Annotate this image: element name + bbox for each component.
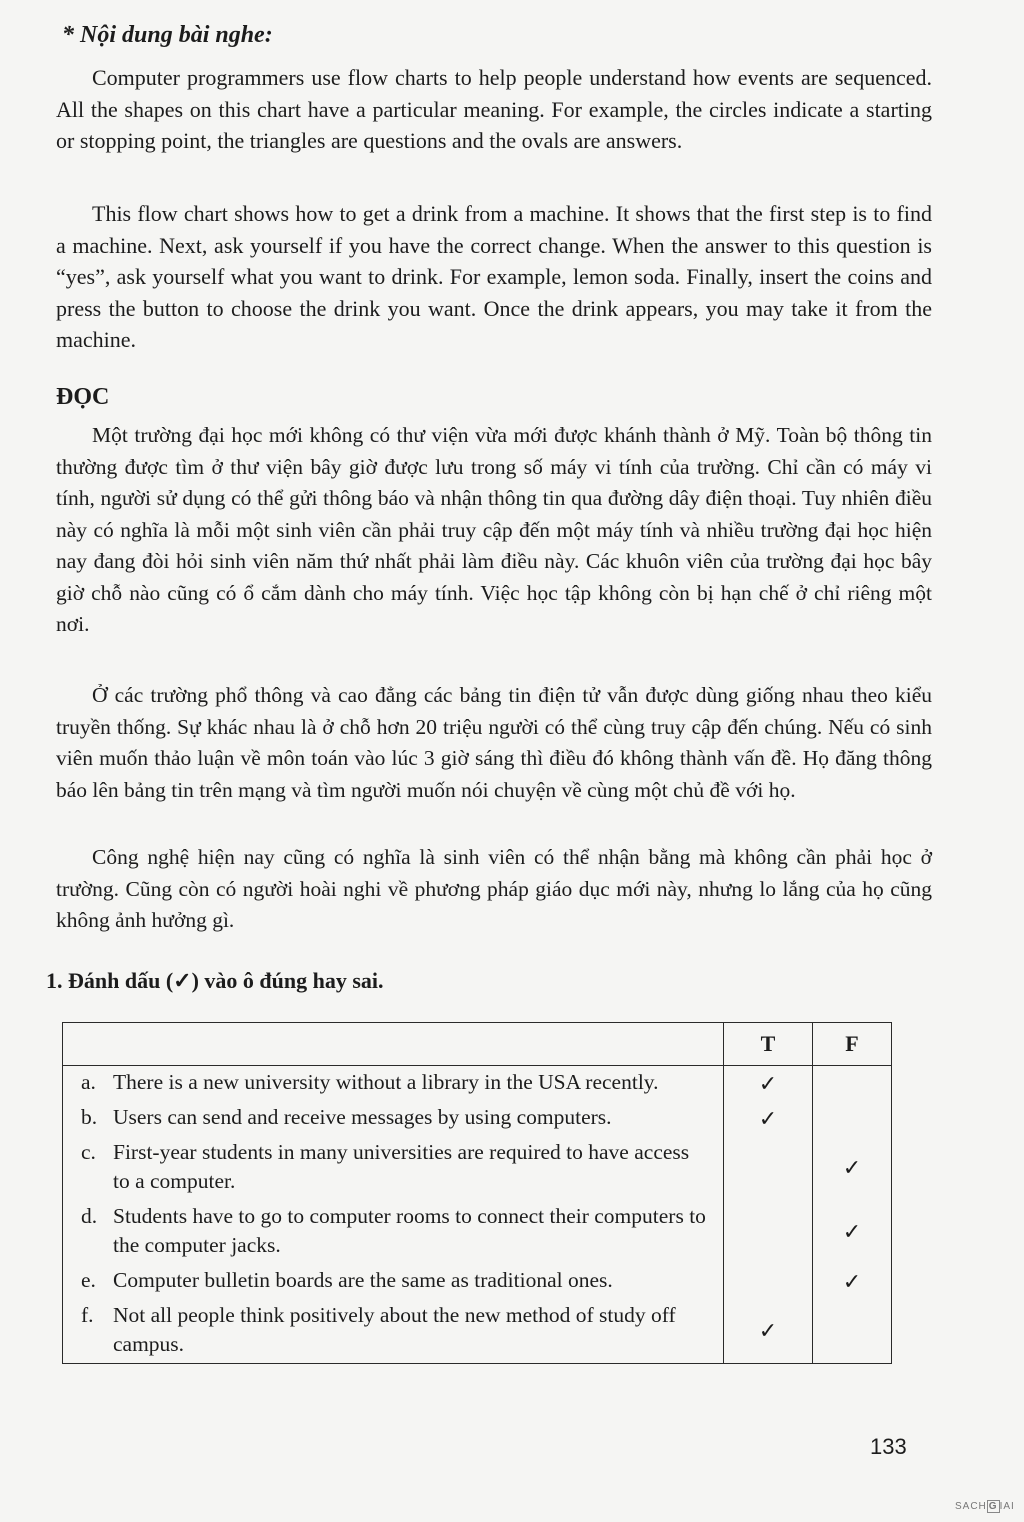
false-mark-cell: ✓ (813, 1200, 892, 1264)
statement-letter: b. (81, 1105, 98, 1129)
statement-text: There is a new university without a library in the USA recently. (113, 1070, 659, 1094)
statement-cell (63, 1200, 724, 1264)
true-mark-cell: ✓ (724, 1101, 813, 1136)
statement-text: Users can send and receive messages by using computers. (113, 1105, 612, 1129)
false-column-header: F (813, 1023, 892, 1066)
statement-text: First-year students in many universities are required to have access to a computer. (113, 1140, 690, 1193)
statement-cell (63, 1136, 724, 1200)
reading-paragraph-2: Ở các trường phổ thông và cao đẳng các bảng tin điện tử vẫn được dùng giống nhau theo kiểu truyền thống. Sự khác nhau là ở chỗ hơn 20 triệu người có thể cùng truy cập đến chúng. Nếu có sinh viên muốn thảo luận về môn toán vào lúc 3 giờ sáng thì điều đó không thành vấn đề. Họ đăng thông báo lên bảng tin trên mạng và tìm người muốn nói chuyện về cùng một chủ đề với họ. (56, 683, 932, 802)
table-row (63, 1136, 892, 1200)
listening-paragraph-1: Computer programmers use flow charts to help people understand how events are sequenced. All the shapes on this chart have a particular meaning. For example, the circles indicate a starting or stopping point, the triangles are questions and the ovals are answers. (56, 65, 932, 153)
statement-letter: a. (81, 1070, 96, 1094)
reading-heading: ĐỌC (56, 384, 110, 410)
statement-text: Not all people think positively about the new method of study off campus. (113, 1303, 676, 1356)
table-header-row (63, 1023, 892, 1066)
table-row (63, 1066, 892, 1102)
statement-letter: e. (81, 1268, 96, 1292)
true-mark-cell (724, 1136, 813, 1200)
listening-paragraph-2: This flow chart shows how to get a drink from a machine. It shows that the first step is to find a machine. Next, ask yourself if you have the correct change. When the answer to this question is “yes”, ask yourself what you want to drink. For example, lemon soda. Finally, insert the coins and press the button to choose the drink you want. Once the drink appears, you may take it from the machine. (56, 201, 932, 352)
statement-letter: f. (81, 1303, 94, 1327)
true-mark-cell (724, 1264, 813, 1299)
false-mark-cell (813, 1299, 892, 1364)
true-false-table (62, 1022, 892, 1364)
table-row (63, 1101, 892, 1136)
table-row (63, 1264, 892, 1299)
page-number: 133 (870, 1434, 907, 1459)
listening-heading: * Nội dung bài nghe: (62, 22, 273, 48)
watermark-box: G (988, 1501, 998, 1512)
statement-cell (63, 1101, 724, 1136)
true-mark-cell (724, 1200, 813, 1264)
statement-letter: d. (81, 1204, 98, 1228)
true-mark-cell: ✓ (724, 1066, 813, 1102)
false-mark-cell (813, 1066, 892, 1102)
statement-column-header (63, 1023, 724, 1066)
watermark-right: IAI (999, 1501, 1015, 1512)
table-row (63, 1200, 892, 1264)
statement-text: Students have to go to computer rooms to connect their computers to the computer jacks. (113, 1204, 706, 1257)
statement-cell (63, 1299, 724, 1364)
false-mark-cell: ✓ (813, 1136, 892, 1200)
watermark-left: SACH (955, 1501, 987, 1512)
table-row (63, 1299, 892, 1364)
statement-cell (63, 1066, 724, 1102)
watermark-logo (955, 1500, 1015, 1513)
statement-letter: c. (81, 1140, 96, 1164)
true-mark-cell: ✓ (724, 1299, 813, 1364)
false-mark-cell: ✓ (813, 1264, 892, 1299)
statement-cell (63, 1264, 724, 1299)
statement-text: Computer bulletin boards are the same as traditional ones. (113, 1268, 613, 1292)
reading-paragraph-1: Một trường đại học mới không có thư viện vừa mới được khánh thành ở Mỹ. Toàn bộ thông tin thường được tìm ở thư viện bây giờ được lưu trong số máy vi tính của trường. Chỉ cần có máy vi tính, người sử dụng có thể gửi thông báo và nhận thông tin qua đường dây điện thoại. Tuy nhiên điều này có nghĩa là mỗi một sinh viên cần phải truy cập đến một máy tính và nhiều trường đại học hiện nay đang đòi hỏi sinh viên năm thứ nhất phải làm điều này. Các khuôn viên của trường đại học bây giờ chỗ nào cũng có ổ cắm dành cho máy tính. Việc học tập không còn bị hạn chế ở chỉ riêng một nơi. (56, 423, 932, 636)
exercise-title: 1. Đánh dấu (✓) vào ô đúng hay sai. (46, 968, 384, 993)
true-column-header: T (724, 1023, 813, 1066)
reading-paragraph-3: Công nghệ hiện nay cũng có nghĩa là sinh viên có thể nhận bằng mà không cần phải học ở trường. Cũng còn có người hoài nghi về phương pháp giáo dục mới này, nhưng lo lắng của họ cũng không ảnh hưởng gì. (56, 845, 932, 932)
false-mark-cell (813, 1101, 892, 1136)
